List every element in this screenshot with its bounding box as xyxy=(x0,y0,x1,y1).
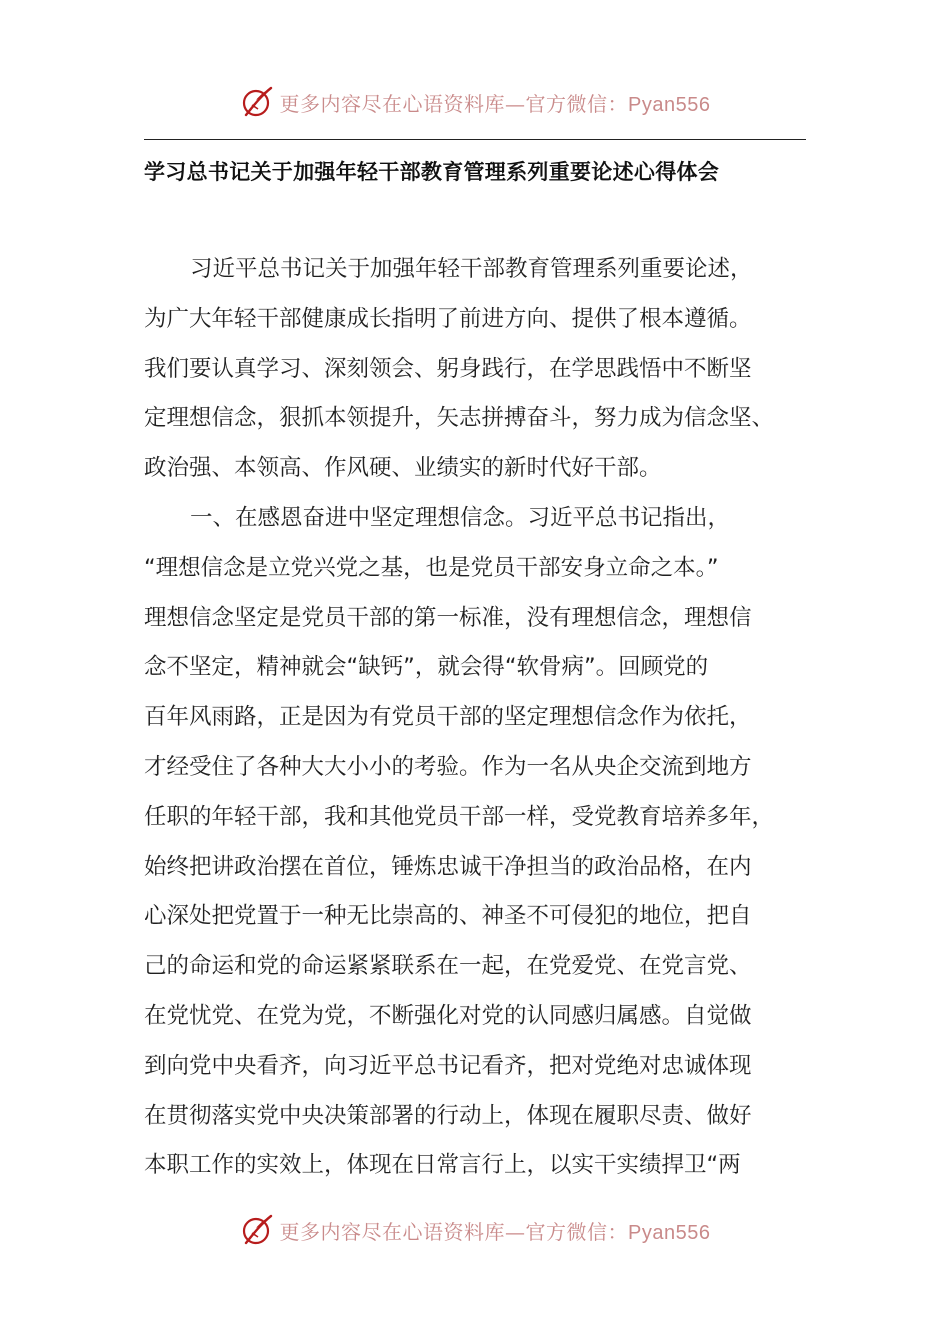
banner-text: 更多内容尽在心语资料库—官方微信：Pyan556 xyxy=(279,91,711,116)
paragraph-line: 定理想信念，狠抓本领提升，矢志拼搏奋斗，努力成为信念坚、 xyxy=(144,405,775,432)
paragraph-line: 念不坚定，精神就会“缺钙”，就会得“软骨病”。回顾党的 xyxy=(144,654,709,681)
header-banner xyxy=(0,82,950,122)
paragraph-line: 始终把讲政治摆在首位，锤炼忠诚干净担当的政治品格，在内 xyxy=(144,853,752,880)
paragraph-line: 在党忧党、在党为党，不断强化对党的认同感归属感。自觉做 xyxy=(144,1002,752,1029)
quill-logo-icon xyxy=(240,85,274,119)
paragraph-line: 我们要认真学习、深刻领会、躬身践行，在学思践悟中不断坚 xyxy=(144,355,752,382)
paragraph-line: 习近平总书记关于加强年轻干部教育管理系列重要论述， xyxy=(190,256,753,282)
paragraph-line: 才经受住了各种大大小小的考验。作为一名从央企交流到地方 xyxy=(144,753,752,780)
paragraph-line: 在贯彻落实党中央决策部署的行动上，体现在履职尽责、做好 xyxy=(144,1102,752,1129)
paragraph-line: 为广大年轻干部健康成长指明了前进方向、提供了根本遵循。 xyxy=(144,305,752,332)
wechat-id: Pyan556 xyxy=(628,1221,711,1244)
paragraph-line: 理想信念坚定是党员干部的第一标准，没有理想信念，理想信 xyxy=(144,604,752,631)
document-title: 学习总书记关于加强年轻干部教育管理系列重要论述心得体会 xyxy=(144,160,720,184)
paragraph-line: 政治强、本领高、作风硬、业绩实的新时代好干部。 xyxy=(144,455,662,482)
banner-text: 更多内容尽在心语资料库—官方微信：Pyan556 xyxy=(279,1219,711,1244)
paragraph-line: 任职的年轻干部，我和其他党员干部一样，受党教育培养多年， xyxy=(144,803,775,830)
document-body xyxy=(144,245,806,1191)
footer-banner xyxy=(0,1210,950,1250)
paragraph-line: “理想信念是立党兴党之基，也是党员干部安身立命之本。” xyxy=(144,554,719,581)
paragraph-line: 心深处把党置于一种无比崇高的、神圣不可侵犯的地位，把自 xyxy=(144,903,752,930)
header-divider xyxy=(144,139,806,140)
quill-logo-icon xyxy=(240,1213,274,1247)
paragraph-line: 百年风雨路，正是因为有党员干部的坚定理想信念作为依托， xyxy=(144,704,752,731)
paragraph-line: 到向党中央看齐，向习近平总书记看齐，把对党绝对忠诚体现 xyxy=(144,1052,752,1079)
paragraph-line: 一、在感恩奋进中坚定理想信念。习近平总书记指出， xyxy=(190,504,731,531)
paragraph-line: 己的命运和党的命运紧紧联系在一起，在党爱党、在党言党、 xyxy=(144,953,752,980)
wechat-id: Pyan556 xyxy=(628,93,711,116)
paragraph-line: 本职工作的实效上，体现在日常言行上，以实干实绩捍卫“两 xyxy=(144,1152,741,1179)
